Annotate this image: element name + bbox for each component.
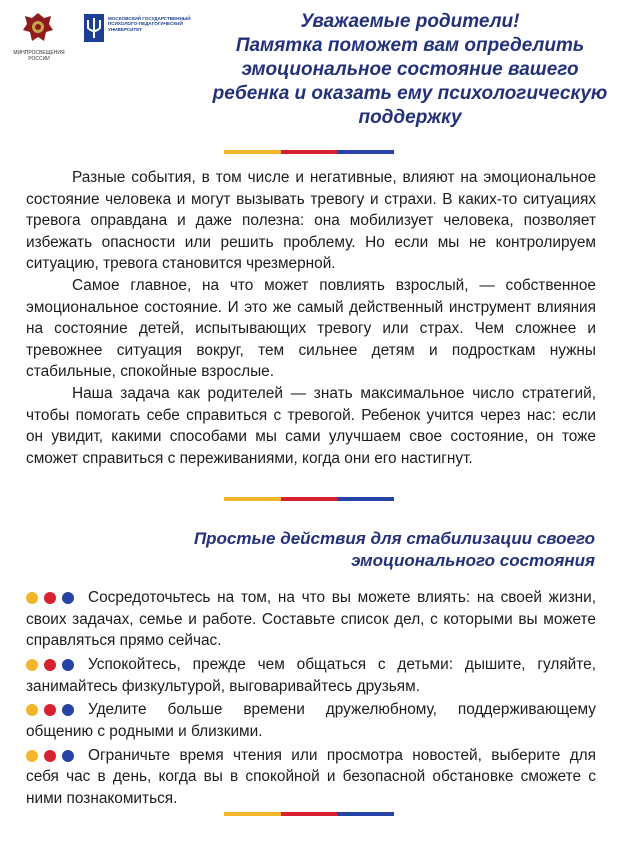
section-title-line: Простые действия для стабилизации своего	[193, 529, 595, 548]
section-title-line: эмоционального состояния	[351, 551, 595, 570]
section-title	[150, 528, 595, 572]
intro-text	[26, 167, 596, 469]
ministry-label: МИНПРОСВЕЩЕНИЯ РОССИИ	[13, 50, 65, 62]
tricolor-divider	[224, 812, 394, 816]
title-line: Памятка поможет вам определить	[235, 35, 585, 56]
tricolor-divider	[224, 497, 394, 501]
bullet-dots-icon	[26, 654, 80, 676]
list-item-text: Ограничьте время чтения или просмотра новостей, выберите для себя час в день, когда вы в спокойной и безопасной обстановке сможете с ними познакомиться.	[26, 746, 596, 807]
ministry-emblem-icon	[20, 10, 56, 46]
list-item-text: Сосредоточьтесь на том, на что вы можете влиять: на своей жизни, своих задачах, семье и работе. Составьте список дел, с которыми вы можете справляться прямо сейчас.	[26, 589, 596, 650]
intro-paragraph: Наша задача как родителей — знать максимальное число стратегий, чтобы помогать себе справиться с тревогой. Ребенок учится через нас: если он увидит, какими способами мы сами улучшаем свое состояние, он тоже сможет справиться с переживаниями, когда они его настигнут.	[26, 384, 596, 467]
bullet-dots-icon	[26, 587, 80, 609]
list-item	[26, 654, 596, 697]
header-logos	[8, 8, 198, 68]
title-line: эмоциональное состояние вашего	[241, 59, 579, 80]
page-title	[205, 10, 615, 130]
list-item	[26, 587, 596, 652]
title-line: поддержку	[358, 107, 462, 128]
university-label: МОСКОВСКИЙ ГОСУДАРСТВЕННЫЙ ПСИХОЛОГО-ПЕДАГОГИЧЕСКИЙ УНИВЕРСИТЕТ	[108, 16, 191, 32]
intro-paragraph: Самое главное, на что может повлиять взрослый, — собственное эмоциональное состояние. И это же самый действенный инструмент влияния на состояние детей, испытывающих тревогу или страх. Чем сложнее и тревожнее ситуация вокруг, тем сильнее детям и подросткам нужны стабильные, спокойные взрослые.	[26, 276, 596, 381]
bullet-dots-icon	[26, 745, 80, 767]
actions-list	[26, 587, 596, 812]
list-item	[26, 699, 596, 742]
title-line: Уважаемые родители!	[300, 11, 520, 32]
list-item-text: Уделите больше времени дружелюбному, поддерживающему общению с родными и близкими.	[26, 701, 596, 740]
list-item-text: Успокойтесь, прежде чем общаться с детьми: дышите, гуляйте, занимайтесь физкультурой, выговаривайтесь друзьям.	[26, 655, 596, 695]
intro-paragraph: Разные события, в том числе и негативные, влияют на эмоциональное состояние человека и могут вызывать тревогу и страхи. В каких-то ситуациях тревога оправдана и даже полезна: она мобилизует человека, позволяет избежать опасности или решить проблему. Но если мы не контролируем ситуацию, тревога становится чрезмерной.	[26, 169, 596, 273]
title-line: ребенка и оказать ему психологическую	[212, 83, 608, 104]
university-logo-icon	[84, 14, 104, 42]
bullet-dots-icon	[26, 699, 80, 721]
tricolor-divider	[224, 150, 394, 154]
list-item	[26, 745, 596, 810]
